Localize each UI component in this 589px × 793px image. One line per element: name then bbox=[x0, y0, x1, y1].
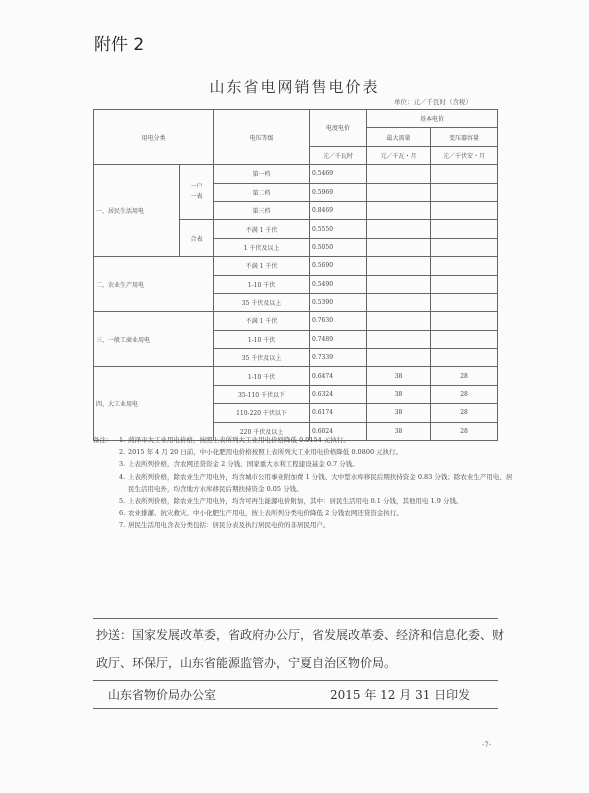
note-number: 3. bbox=[119, 460, 126, 469]
note-text: 菏泽市大工业用电价格，按照上表所列大工业用电价格降低 0.0154 元执行。 bbox=[128, 436, 350, 444]
capacity-cell bbox=[431, 257, 498, 275]
capacity-cell bbox=[431, 275, 498, 293]
demand-cell bbox=[367, 165, 431, 183]
header-category: 用电分类 bbox=[94, 110, 214, 165]
price-cell: 0.5050 bbox=[310, 238, 367, 256]
demand-cell: 38 bbox=[367, 367, 431, 385]
capacity-cell bbox=[431, 293, 498, 311]
capacity-cell: 28 bbox=[431, 422, 498, 440]
header-max-demand-unit: 元／千瓦・月 bbox=[367, 146, 431, 164]
header-max-demand: 最大需量 bbox=[367, 128, 431, 146]
demand-cell bbox=[367, 312, 431, 330]
table-row bbox=[94, 257, 498, 275]
price-cell: 0.5490 bbox=[310, 275, 367, 293]
voltage-cell: 1-10 千伏 bbox=[214, 275, 310, 293]
note-number: 5. bbox=[119, 497, 126, 506]
capacity-cell bbox=[431, 349, 498, 367]
voltage-cell: 第三档 bbox=[214, 201, 310, 219]
voltage-cell: 110-220 千伏以下 bbox=[214, 404, 310, 422]
capacity-cell bbox=[431, 165, 498, 183]
note-text: 上表所列价格，除农业生产用电外，均含可再生能源电价附加，其中：居民生活用电 0.1 分钱，其他用电 1.9 分钱。 bbox=[128, 497, 463, 506]
header-energy-unit: 元／千瓦时 bbox=[310, 146, 367, 164]
capacity-cell bbox=[431, 312, 498, 330]
voltage-cell: 不满 1 千伏 bbox=[214, 257, 310, 275]
cc-text: 抄送：国家发展改革委，省政府办公厅，省发展改革委、经济和信息化委、财政厅、环保厅，山东省能源监管办，宁夏自治区物价局。 bbox=[96, 628, 505, 670]
capacity-cell: 28 bbox=[431, 367, 498, 385]
table-row bbox=[94, 367, 498, 385]
demand-cell bbox=[367, 257, 431, 275]
header-voltage: 电压等级 bbox=[214, 110, 310, 165]
page-title: 山东省电网销售电价表 bbox=[209, 78, 380, 96]
note-text: 上表所列价格，除农业生产用电外，均含城市公用事业附加费 1 分钱、大中型水库移民后期扶持资金 0.83 分钱；除农业生产用电、居民生活用电外，均含地方水库移民后期扶持资金 0.05 分钱。 bbox=[128, 472, 513, 493]
table-row bbox=[94, 312, 498, 330]
header-energy-price: 电度电价 bbox=[310, 110, 367, 147]
price-cell: 0.5390 bbox=[310, 293, 367, 311]
table-row bbox=[94, 165, 498, 183]
header-capacity-unit: 元／千伏安・月 bbox=[431, 146, 498, 164]
capacity-cell: 28 bbox=[431, 404, 498, 422]
capacity-cell: 28 bbox=[431, 385, 498, 403]
price-cell: 0.5550 bbox=[310, 220, 367, 238]
capacity-cell bbox=[431, 201, 498, 219]
note-number: 4. bbox=[119, 472, 126, 481]
price-cell: 0.6324 bbox=[310, 385, 367, 403]
note-text: 居民生活用电含表分类包括：居民分表及执行居民电价的非居民用户。 bbox=[128, 521, 330, 530]
attachment-label: 附件 2 bbox=[94, 35, 145, 55]
voltage-cell: 不满 1 千伏 bbox=[214, 312, 310, 330]
demand-cell bbox=[367, 293, 431, 311]
subcategory-single-household: 一户一表 bbox=[180, 165, 214, 220]
demand-cell bbox=[367, 330, 431, 348]
page-number: -7- bbox=[482, 741, 492, 749]
price-cell: 0.6474 bbox=[310, 367, 367, 385]
capacity-cell bbox=[431, 183, 498, 201]
note-text: 农业排灌、抗灾救灾、中小化肥生产用电，按上表所列分类电价降低 2 分钱农网还贷资金执行。 bbox=[128, 509, 403, 518]
category-agricultural: 二、农业生产用电 bbox=[94, 257, 214, 312]
voltage-cell: 35-110 千伏以下 bbox=[214, 385, 310, 403]
header-capacity: 变压器容量 bbox=[431, 128, 498, 146]
divider-line bbox=[93, 708, 498, 709]
voltage-cell: 35 千伏及以上 bbox=[214, 349, 310, 367]
capacity-cell bbox=[431, 238, 498, 256]
unit-label: 单位：元／千瓦时（含税） bbox=[394, 98, 472, 106]
note-number: 7. bbox=[119, 521, 126, 530]
note-text: 上表所列价格，含农网还贷资金 2 分钱、国家重大水利工程建设基金 0.7 分钱。 bbox=[128, 460, 359, 469]
capacity-cell bbox=[431, 330, 498, 348]
note-number: 2. bbox=[119, 448, 126, 457]
demand-cell bbox=[367, 220, 431, 238]
demand-cell bbox=[367, 238, 431, 256]
capacity-cell bbox=[431, 220, 498, 238]
subcategory-shared: 合表 bbox=[180, 220, 214, 257]
note-text: 2015 年 4 月 20 日前，中小化肥用电价格按照上表所列大工业用电价格降低 0.0800 元执行。 bbox=[128, 448, 403, 457]
voltage-cell: 35 千伏及以上 bbox=[214, 293, 310, 311]
voltage-cell: 1 千伏及以上 bbox=[214, 238, 310, 256]
divider-line bbox=[93, 680, 498, 681]
category-commercial: 三、一般工商业用电 bbox=[94, 312, 214, 367]
voltage-cell: 1-10 千伏 bbox=[214, 367, 310, 385]
notes-label: 备注： bbox=[93, 436, 113, 444]
price-cell: 0.7339 bbox=[310, 349, 367, 367]
price-cell: 0.5690 bbox=[310, 257, 367, 275]
price-table bbox=[93, 109, 498, 441]
note-number: 6. bbox=[119, 509, 126, 518]
price-cell: 0.7630 bbox=[310, 312, 367, 330]
voltage-cell: 1-10 千伏 bbox=[214, 330, 310, 348]
price-cell: 0.7489 bbox=[310, 330, 367, 348]
category-industrial: 四、大工业用电 bbox=[94, 367, 214, 441]
demand-cell bbox=[367, 201, 431, 219]
demand-cell bbox=[367, 349, 431, 367]
demand-cell: 38 bbox=[367, 404, 431, 422]
voltage-cell: 220 千伏及以上 bbox=[214, 422, 310, 440]
note-number: 1. bbox=[119, 436, 126, 444]
category-residential: 一、居民生活用电 bbox=[94, 165, 180, 257]
issuer: 山东省物价局办公室 bbox=[108, 688, 217, 702]
demand-cell bbox=[367, 183, 431, 201]
issue-date: 2015 年 12 月 31 日印发 bbox=[330, 688, 471, 702]
price-cell: 0.5969 bbox=[310, 183, 367, 201]
price-cell: 0.5469 bbox=[310, 165, 367, 183]
voltage-cell: 第一档 bbox=[214, 165, 310, 183]
demand-cell: 38 bbox=[367, 422, 431, 440]
price-cell: 0.6024 bbox=[310, 422, 367, 440]
voltage-cell: 第二档 bbox=[214, 183, 310, 201]
divider-line bbox=[93, 618, 498, 619]
price-cell: 0.6174 bbox=[310, 404, 367, 422]
demand-cell: 38 bbox=[367, 385, 431, 403]
price-cell: 0.8469 bbox=[310, 201, 367, 219]
voltage-cell: 不满 1 千伏 bbox=[214, 220, 310, 238]
header-basic-price: 基本电价 bbox=[367, 110, 498, 128]
demand-cell bbox=[367, 275, 431, 293]
notes-section bbox=[93, 434, 513, 532]
